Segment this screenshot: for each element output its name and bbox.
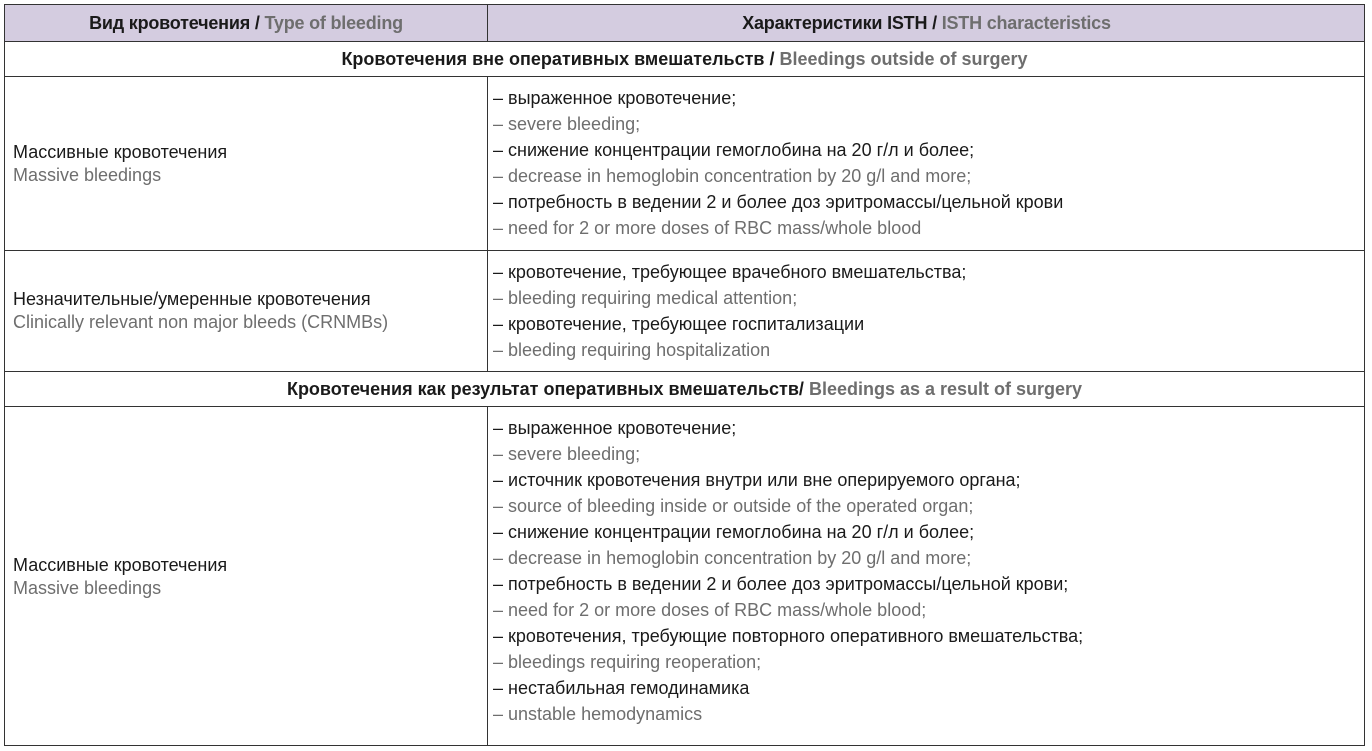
- list-item: – decrease in hemoglobin concentration by 20 g/l and more;: [493, 166, 972, 186]
- list-item: – нестабильная гемодинамика: [493, 678, 750, 698]
- list-item: – источник кровотечения внутри или вне оперируемого органа;: [493, 470, 1021, 490]
- characteristics-cell: [489, 85, 1063, 241]
- list-item: – severe bleeding;: [493, 114, 641, 134]
- column-divider: [487, 76, 488, 371]
- column-divider: [487, 5, 488, 41]
- characteristics-cell: [489, 259, 966, 363]
- list-item: – source of bleeding inside or outside of the operated organ;: [493, 496, 974, 516]
- list-item: – need for 2 or more doses of RBC mass/whole blood;: [493, 600, 927, 620]
- list-item: – bleeding requiring medical attention;: [493, 288, 798, 308]
- type-cell-massive-bleedings-surgery: Массивные кровотечения Massive bleedings: [13, 554, 228, 598]
- column-divider: [487, 406, 488, 745]
- list-item: – кровотечение, требующее врачебного вмешательства;: [493, 262, 967, 282]
- list-item: – выраженное кровотечение;: [493, 418, 737, 438]
- type-cell-massive-bleedings: Массивные кровотечения Massive bleedings: [13, 141, 228, 185]
- list-item: – кровотечение, требующее госпитализации: [493, 314, 865, 334]
- characteristics-cell: [489, 415, 1083, 727]
- list-item: – unstable hemodynamics: [493, 704, 703, 724]
- list-item: – снижение концентрации гемоглобина на 20 г/л и более;: [493, 140, 975, 160]
- table-header: [5, 5, 1364, 41]
- type-cell-crnmb: Незначительные/умеренные кровотечения Clinically relevant non major bleeds (CRNMBs): [13, 289, 389, 332]
- list-item: – снижение концентрации гемоглобина на 20 г/л и более;: [493, 522, 975, 542]
- list-item: – кровотечения, требующие повторного оперативного вмешательства;: [493, 626, 1084, 646]
- header-type-of-bleeding: Вид кровотечения / Type of bleeding: [89, 12, 403, 33]
- section-title-outside-surgery: Кровотечения вне оперативных вмешательств / Bleedings outside of surgery: [341, 48, 1028, 69]
- header-isth-characteristics: Характеристики ISTH / ISTH characteristics: [742, 12, 1111, 33]
- list-item: – потребность в ведении 2 и более доз эритромассы/цельной крови: [493, 192, 1064, 212]
- list-item: – severe bleeding;: [493, 444, 641, 464]
- list-item: – bleeding requiring hospitalization: [493, 340, 771, 360]
- list-item: – выраженное кровотечение;: [493, 88, 737, 108]
- section-title-surgery: Кровотечения как результат оперативных вмешательств/ Bleedings as a result of surgery: [286, 378, 1083, 399]
- list-item: – bleedings requiring reoperation;: [493, 652, 762, 672]
- bleeding-classification-table: [4, 4, 1365, 746]
- list-item: – need for 2 or more doses of RBC mass/whole blood: [493, 218, 922, 238]
- list-item: – потребность в ведении 2 и более доз эритромассы/цельной крови;: [493, 574, 1069, 594]
- list-item: – decrease in hemoglobin concentration by 20 g/l and more;: [493, 548, 972, 568]
